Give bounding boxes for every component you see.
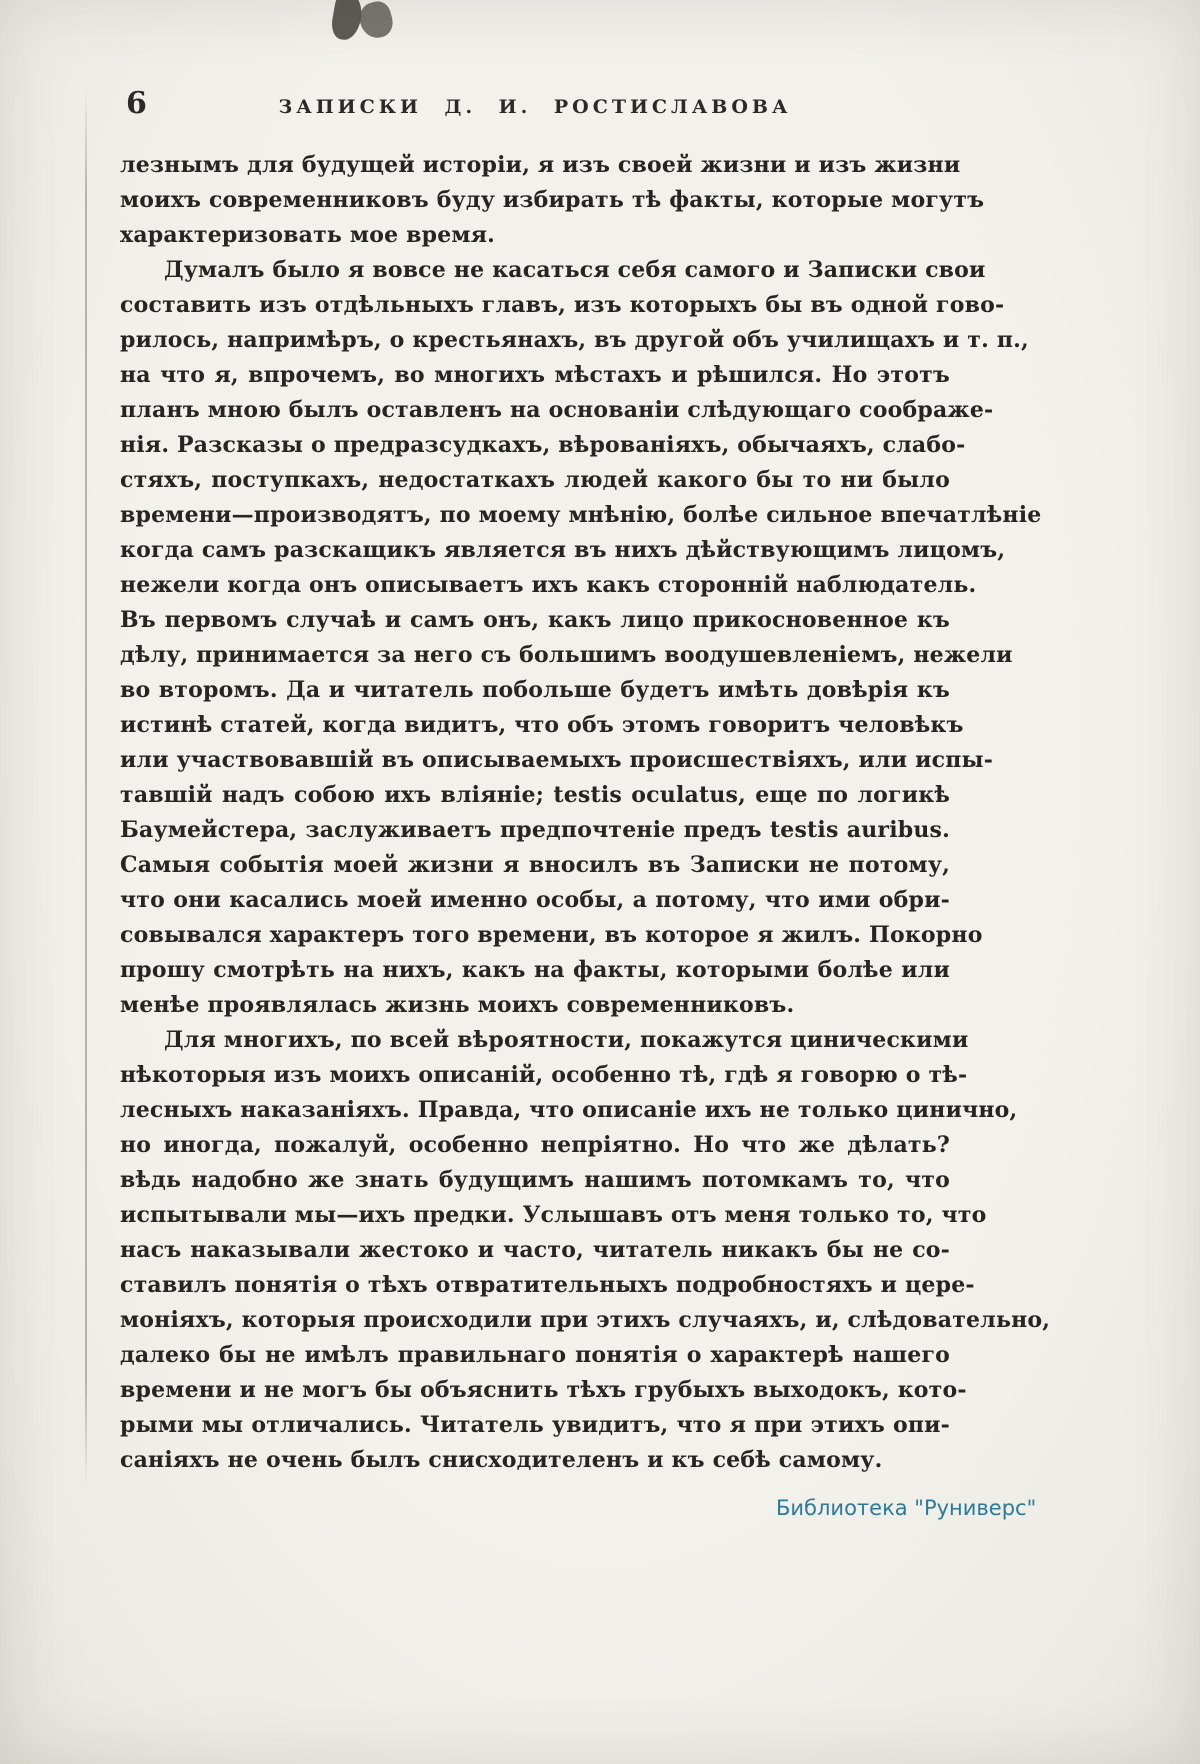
text-line: Баумейстера, заслуживаетъ предпочтеніе предъ testis auribus.: [120, 817, 950, 843]
page-number: 6: [126, 86, 147, 121]
text-line: нія. Разсказы о предразсудкахъ, вѣрованіяхъ, обычаяхъ, слабо-: [120, 432, 966, 458]
text-line: лезнымъ для будущей исторіи, я изъ своей жизни и изъ жизни: [120, 152, 961, 178]
text-line: во второмъ. Да и читатель побольше будетъ имѣть довѣрія къ: [120, 677, 950, 703]
scan-ink-blot-artifact: [356, 0, 396, 41]
text-line: лесныхъ наказаніяхъ. Правда, что описаніе ихъ не только цинично,: [120, 1097, 1018, 1123]
text-line: Въ первомъ случаѣ и самъ онъ, какъ лицо прикосновенное къ: [120, 607, 950, 633]
text-line: на что я, впрочемъ, во многихъ мѣстахъ и рѣшился. Но этотъ: [120, 362, 950, 388]
text-line: саніяхъ не очень былъ снисходителенъ и къ себѣ самому.: [120, 1447, 883, 1473]
text-line: менѣе проявлялась жизнь моихъ современниковъ.: [120, 992, 795, 1018]
text-line: или участвовавшій въ описываемыхъ происшествіяхъ, или испы-: [120, 747, 994, 773]
text-line: прошу смотрѣть на нихъ, какъ на факты, которыми болѣе или: [120, 957, 950, 983]
text-line: насъ наказывали жестоко и часто, читатель никакъ бы не со-: [120, 1237, 950, 1263]
text-line: далеко бы не имѣлъ правильнаго понятія о характерѣ нашего: [120, 1342, 950, 1368]
page-gutter-shadow: [85, 88, 87, 1488]
text-line: испытывали мы—ихъ предки. Услышавъ отъ меня только то, что: [120, 1202, 987, 1228]
text-line: моихъ современниковъ буду избирать тѣ факты, которые могутъ: [120, 187, 985, 213]
text-line: Думалъ было я вовсе не касаться себя самого и Записки свои: [164, 257, 986, 283]
text-line: составить изъ отдѣльныхъ главъ, изъ которыхъ бы въ одной гово-: [120, 292, 1005, 318]
text-line: нежели когда онъ описываетъ ихъ какъ сторонній наблюдатель.: [120, 572, 977, 598]
text-line: но иногда, пожалуй, особенно непріятно. Но что же дѣлать?: [120, 1132, 950, 1158]
text-line: рыми мы отличались. Читатель увидитъ, что я при этихъ опи-: [120, 1412, 950, 1438]
text-line: вѣдь надобно же знать будущимъ нашимъ потомкамъ то, что: [120, 1167, 950, 1193]
text-line: ставилъ понятія о тѣхъ отвратительныхъ подробностяхъ и цере-: [120, 1272, 975, 1298]
library-watermark: Библиотека "Руниверс": [776, 1496, 1037, 1520]
paragraph: [120, 253, 1042, 1023]
text-line: планъ мною былъ оставленъ на основаніи слѣдующаго соображе-: [120, 397, 994, 423]
text-line: рилось, напримѣръ, о крестьянахъ, въ другой объ училищахъ и т. п.,: [120, 327, 1029, 353]
running-header: ЗАПИСКИ Д. И. РОСТИСЛАВОВА: [278, 96, 792, 118]
text-line: что они касались моей именно особы, а потому, что ими обри-: [120, 887, 950, 913]
paragraph: [120, 1023, 1051, 1478]
text-line: совывался характеръ того времени, въ которое я жилъ. Покорно: [120, 922, 983, 948]
text-line: времени и не могъ бы объяснить тѣхъ грубыхъ выходокъ, кото-: [120, 1377, 967, 1403]
text-line: нѣкоторыя изъ моихъ описаній, особенно тѣ, гдѣ я говорю о тѣ-: [120, 1062, 968, 1088]
text-line: тавшій надъ собою ихъ вліяніе; testis oculatus, еще по логикѣ: [120, 782, 950, 808]
text-block: [120, 148, 1051, 1478]
text-line: моніяхъ, которыя происходили при этихъ случаяхъ, и, слѣдовательно,: [120, 1307, 1051, 1333]
text-line: Для многихъ, по всей вѣроятности, покажутся циническими: [164, 1027, 969, 1053]
text-line: Самыя событія моей жизни я вносилъ въ Записки не потому,: [120, 852, 950, 878]
text-line: характеризовать мое время.: [120, 222, 496, 248]
text-line: времени—производятъ, по моему мнѣнію, болѣе сильное впечатлѣніе: [120, 502, 1042, 528]
text-line: дѣлу, принимается за него съ большимъ воодушевленіемъ, нежели: [120, 642, 1013, 668]
text-line: истинѣ статей, когда видитъ, что объ этомъ говоритъ человѣкъ: [120, 712, 964, 738]
text-line: стяхъ, поступкахъ, недостаткахъ людей какого бы то ни было: [120, 467, 950, 493]
text-line: когда самъ разскащикъ является въ нихъ дѣйствующимъ лицомъ,: [120, 537, 1006, 563]
paragraph: [120, 148, 985, 253]
